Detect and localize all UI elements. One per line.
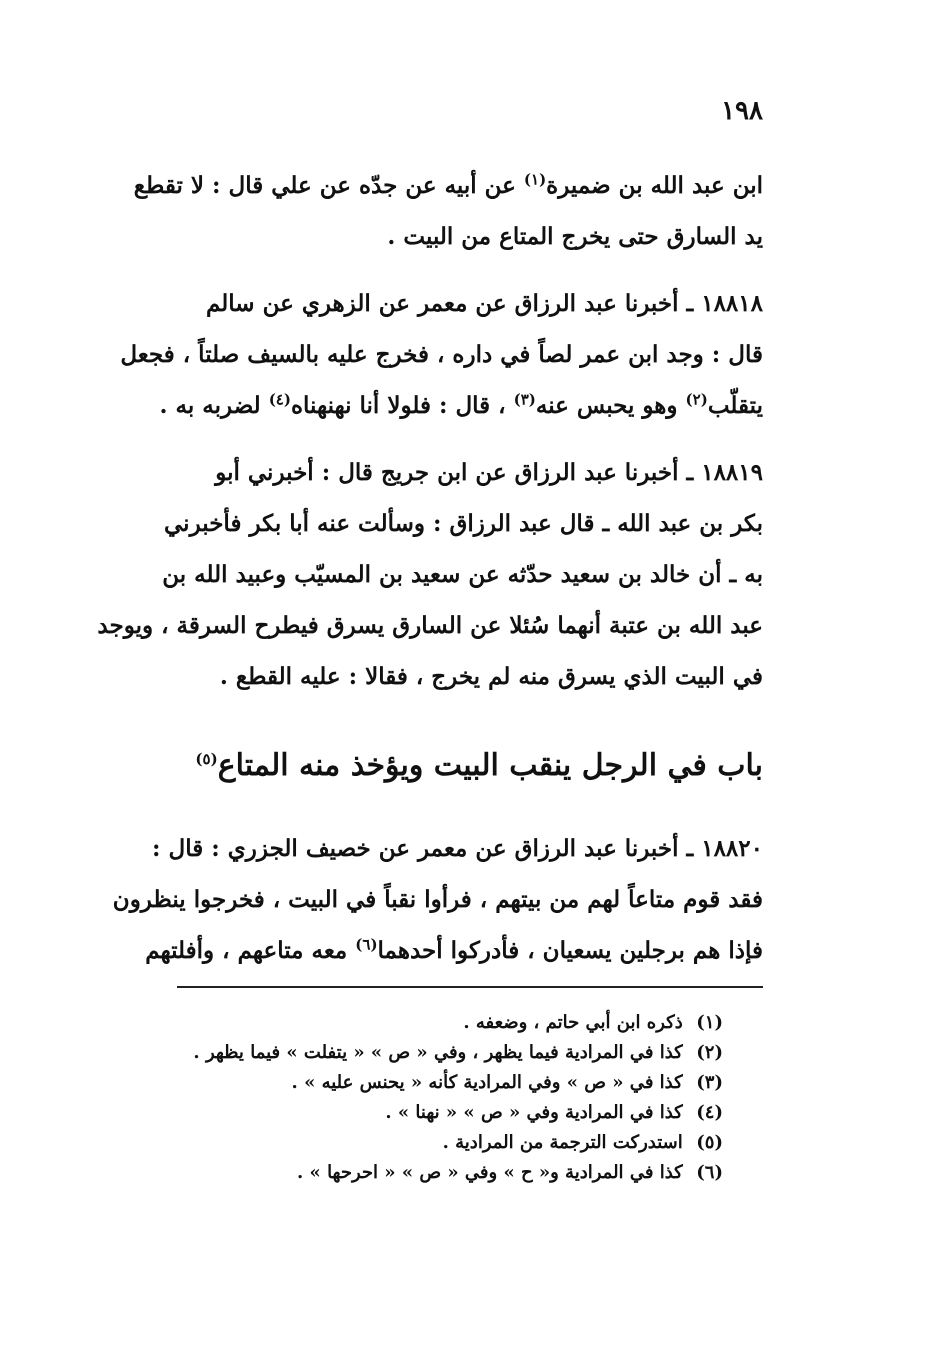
text-line: قال : وجد ابن عمر لصاً في داره ، فخرج عليه بالسيف صلتاً ، فجعل: [120, 341, 763, 368]
footnote-item: [177, 1068, 723, 1098]
text-segment: عن أبيه عن جدّه عن علي قال : لا تقطع: [133, 172, 524, 199]
footnote-divider: [177, 986, 763, 988]
text-segment: ، قال : فلولا أنا نهنهناه: [290, 392, 514, 419]
text-segment: وهو يحبس عنه: [535, 392, 686, 419]
text-line: فقد قوم متاعاً لهم من بيتهم ، فرأوا نقباً في البيت ، فخرجوا ينظرون: [112, 886, 763, 913]
chapter-heading: [173, 748, 763, 783]
text-line: يد السارق حتى يخرج المتاع من البيت .: [387, 223, 763, 250]
text-line: [145, 925, 763, 976]
footnote-text: ذكره ابن أبي حاتم ، وضعفه .: [463, 1012, 683, 1033]
footnote-ref[interactable]: (٥): [195, 750, 218, 768]
text-segment: معه متاعهم ، وأفلتهم: [145, 937, 356, 964]
footnote-item: [177, 1128, 723, 1158]
text-segment: فإذا هم برجلين يسعيان ، فأدركوا أحدهما: [377, 937, 763, 964]
footnote-item: [177, 1158, 723, 1188]
footnote-number: (٣): [696, 1072, 723, 1093]
footnote-ref[interactable]: (٢): [685, 390, 708, 409]
text-line: ١٨٨١٨ ـ أخبرنا عبد الرزاق عن معمر عن الزهري عن سالم: [205, 290, 763, 317]
text-segment: لضربه به .: [159, 392, 269, 419]
footnote-ref[interactable]: (١): [523, 170, 547, 189]
footnote-number: (٥): [696, 1132, 723, 1153]
hadith-18818: [120, 278, 763, 431]
main-text: [97, 160, 763, 992]
opening-paragraph: [133, 160, 763, 262]
hadith-18820: [112, 823, 763, 976]
hadith-18819: [97, 447, 763, 702]
footnote-text: كذا في المرادية وفي « ص » « نهنا » .: [385, 1102, 683, 1123]
chapter-title: باب في الرجل ينقب البيت ويؤخذ منه المتاع: [217, 748, 763, 783]
footnote-text: كذا في « ص » وفي المرادية كأنه « يحنس عليه » .: [291, 1072, 683, 1093]
footnote-item: [177, 1038, 723, 1068]
footnote-text: كذا في المرادية فيما يظهر ، وفي « ص » « يتفلت » فيما يظهر .: [193, 1042, 683, 1063]
text-segment: يتقلّب: [707, 392, 763, 419]
text-line: [133, 160, 763, 211]
footnote-number: (٢): [696, 1042, 723, 1063]
footnote-number: (١): [696, 1012, 723, 1033]
page-number: ١٩٨: [721, 96, 763, 126]
footnote-ref[interactable]: (٦): [355, 935, 378, 954]
text-line: في البيت الذي يسرق منه لم يخرج ، فقالا : عليه القطع .: [219, 663, 763, 690]
footnote-text: كذا في المرادية و« ح » وفي « ص » « احرحها » .: [297, 1162, 683, 1183]
footnote-text: استدركت الترجمة من المرادية .: [442, 1132, 683, 1153]
text-line: [159, 380, 763, 431]
text-line: ١٨٨٢٠ ـ أخبرنا عبد الرزاق عن معمر عن خصيف الجزري : قال :: [152, 835, 763, 862]
footnote-number: (٤): [696, 1102, 723, 1123]
text-line: ١٨٨١٩ ـ أخبرنا عبد الرزاق عن ابن جريج قال : أخبرني أبو: [215, 459, 763, 486]
footnote-number: (٦): [696, 1162, 723, 1183]
text-segment: ابن عبد الله بن ضميرة: [546, 172, 763, 199]
text-line: عبد الله بن عتبة أنهما سُئلا عن السارق يسرق فيطرح السرقة ، ويوجد: [97, 612, 763, 639]
footnote-ref[interactable]: (٤): [268, 390, 291, 409]
footnotes: [177, 1008, 723, 1188]
footnote-item: [177, 1098, 723, 1128]
footnote-item: [177, 1008, 723, 1038]
text-line: به ـ أن خالد بن سعيد حدّثه عن سعيد بن المسيّب وعبيد الله بن: [162, 561, 763, 588]
footnote-ref[interactable]: (٣): [513, 390, 536, 409]
text-line: بكر بن عبد الله ـ قال عبد الرزاق : وسألت عنه أبا بكر فأخبرني: [164, 510, 763, 537]
